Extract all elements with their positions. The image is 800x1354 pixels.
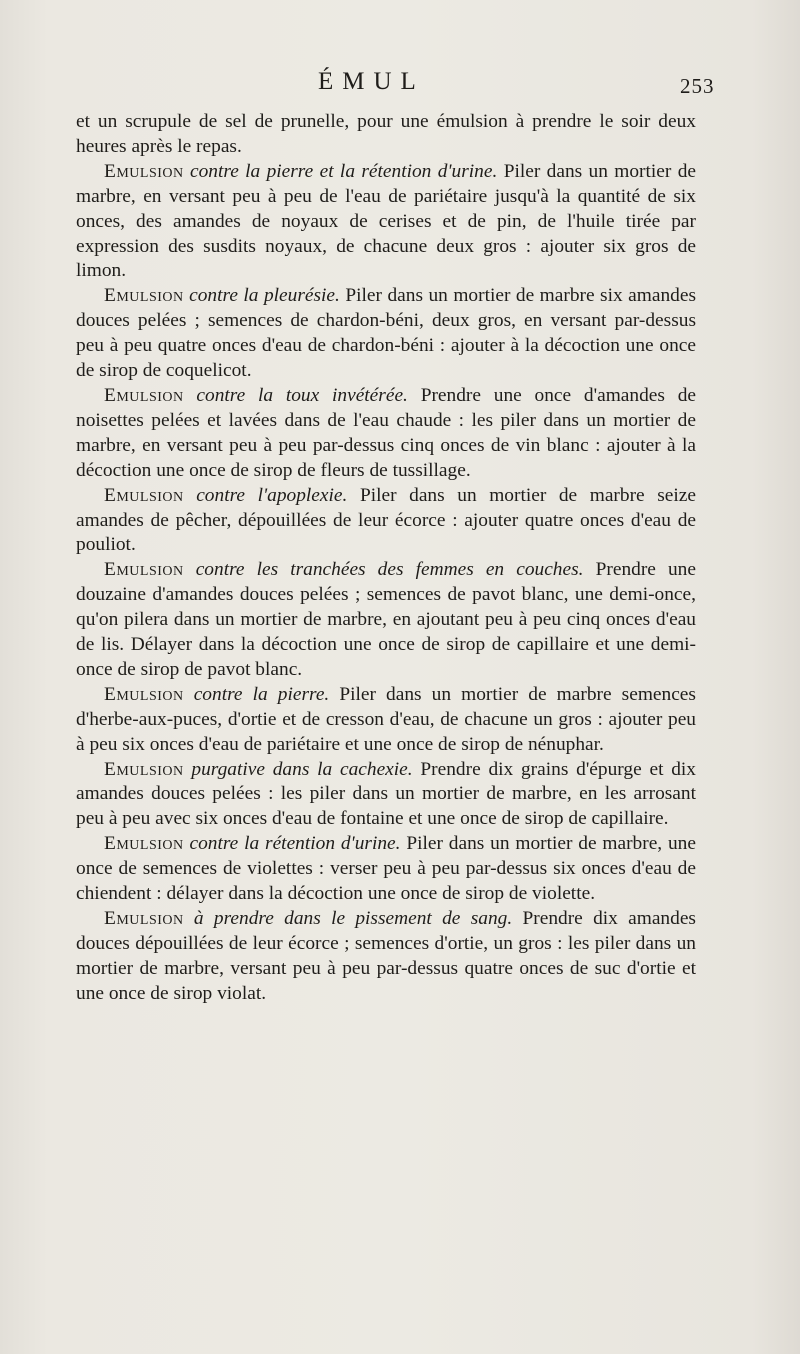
entry-subtitle: contre la pleurésie. bbox=[189, 285, 340, 307]
entry-apoplexie bbox=[76, 484, 696, 559]
entry-text: Piler dans un mortier de marbre, en versant peu à peu de l'eau de pariétaire jusqu'à la quantité de six onces, des amandes de noyaux de cerises et de pin, de l'huile tirée par expression des susdits noyaux, de chacune deux gros : ajouter six gros de limon. bbox=[76, 160, 696, 282]
entry-subtitle: purgative dans la cachexie. bbox=[191, 758, 413, 780]
entry-heading: Emulsion bbox=[104, 559, 184, 581]
entry-tranchees bbox=[76, 558, 696, 683]
entry-heading: Emulsion bbox=[104, 160, 184, 182]
running-head bbox=[0, 68, 800, 102]
running-title: ÉMUL bbox=[318, 68, 425, 95]
entry-heading: Emulsion bbox=[104, 758, 184, 780]
entry-heading: Emulsion bbox=[104, 833, 184, 855]
entry-text: Prendre dix grains d'épurge et dix amandes douces pelées : les piler dans un mortier de marbre, en les arrosant peu à peu avec six onces d'eau de fontaine et une once de sirop de capillaire. bbox=[76, 758, 696, 830]
entry-text: Piler dans un mortier de marbre seize amandes de pêcher, dépouillées de leur écorce : ajouter quatre onces d'eau de pouliot. bbox=[76, 484, 696, 556]
entry-heading: Emulsion bbox=[104, 908, 184, 929]
entry-subtitle: contre la toux invétérée. bbox=[196, 384, 408, 406]
entry-heading: Emulsion bbox=[104, 384, 184, 406]
entry-retention-urine bbox=[76, 832, 696, 907]
entry-text: Prendre dix amandes douces dépouillées de leur écorce ; semences d'ortie, un gros : les piler dans un mortier de marbre, versant peu à peu par-dessus quatre onces de suc d'ortie et une once de sirop violat. bbox=[76, 908, 696, 1004]
entry-subtitle: à prendre dans le pissement de sang. bbox=[193, 908, 513, 929]
body-text bbox=[76, 110, 696, 1007]
entry-subtitle: contre les tranchées des femmes en couches. bbox=[195, 559, 584, 581]
entry-subtitle: contre la pierre. bbox=[193, 683, 330, 705]
entry-text: Prendre une once d'amandes de noisettes pelées et lavées dans de l'eau chaude : les piler dans un mortier de marbre, en versant peu à peu par-dessus cinq onces de vin blanc : ajouter à la décoction une once de sirop de fleurs de tussillage. bbox=[76, 384, 696, 481]
entry-pleuresie bbox=[76, 284, 696, 384]
entry-cachexie bbox=[76, 758, 696, 833]
entry-text: Piler dans un mortier de marbre semences d'herbe-aux-puces, d'ortie et de cresson d'eau, de chacune un gros : ajouter peu à peu six onces d'eau de pariétaire et une once de sirop de nénuphar. bbox=[76, 683, 696, 755]
entry-pierre bbox=[76, 683, 696, 758]
entry-subtitle: contre la pierre et la rétention d'urine. bbox=[189, 160, 498, 182]
entry-heading: Emulsion bbox=[104, 285, 184, 307]
entry-pissement-sang bbox=[76, 907, 696, 1007]
entry-subtitle: contre l'apoplexie. bbox=[196, 484, 348, 506]
entry-toux bbox=[76, 384, 696, 484]
entry-subtitle: contre la rétention d'urine. bbox=[189, 833, 401, 855]
entry-heading: Emulsion bbox=[104, 484, 184, 506]
paragraph-text: et un scrupule de sel de prunelle, pour une émulsion à prendre le soir deux heures après le repas. bbox=[76, 111, 696, 157]
entry-text: Prendre une douzaine d'amandes douces pelées ; semences de pavot blanc, une demi-once, qu'on pilera dans un mortier de marbre, en ajoutant peu à peu cinq onces d'eau de lis. Délayer dans la décoction une once de sirop de capillaire et une demi-once de sirop de pavot blanc. bbox=[76, 559, 696, 680]
entry-text: Piler dans un mortier de marbre, une once de semences de violettes : verser peu à peu par-dessus six onces d'eau de chiendent : délayer dans la décoction une once de sirop de violette. bbox=[76, 833, 696, 905]
entry-pierre-retention bbox=[76, 160, 696, 285]
entry-heading: Emulsion bbox=[104, 683, 184, 705]
paragraph-continuation bbox=[76, 110, 696, 160]
page-number: 253 bbox=[680, 74, 715, 98]
entry-text: Piler dans un mortier de marbre six amandes douces pelées ; semences de chardon-béni, deux gros, en versant par-dessus peu à peu quatre onces d'eau de chardon-béni : ajouter à la décoction une once de sirop de coquelicot. bbox=[76, 285, 696, 382]
